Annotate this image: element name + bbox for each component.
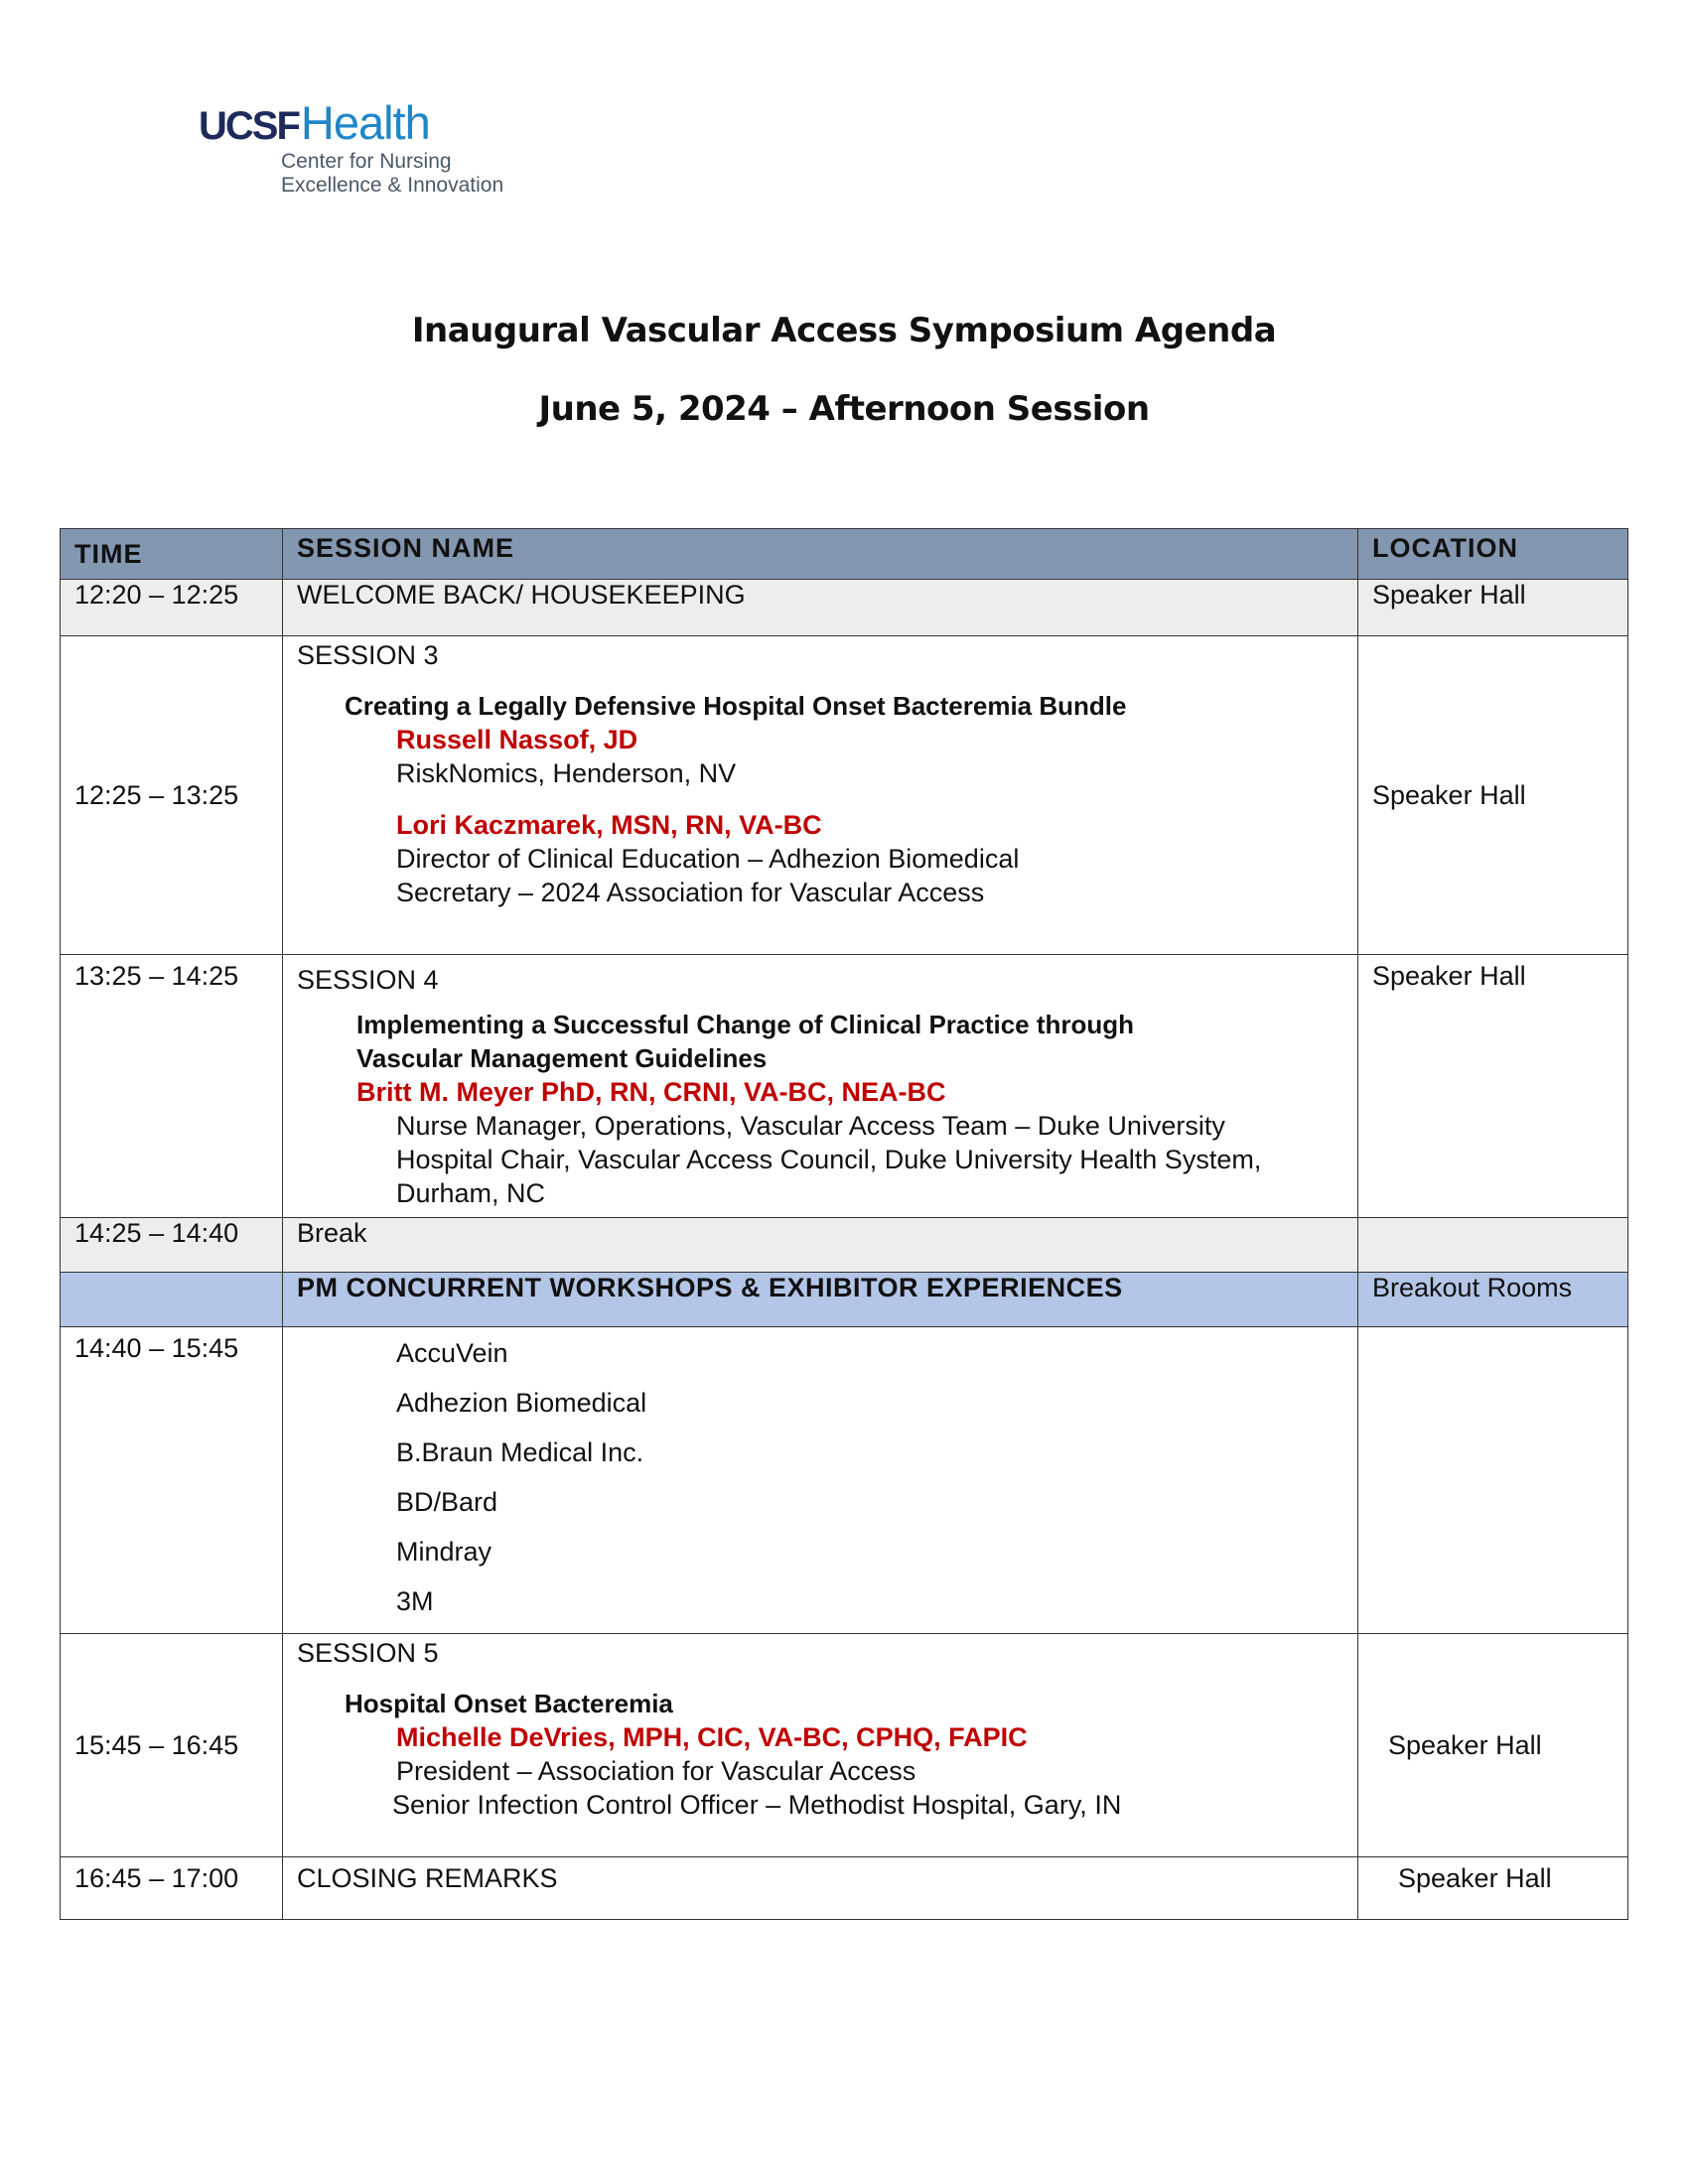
logo-brand-ucsf: UCSF [199,104,299,148]
row-session [283,636,1358,955]
row-time: 14:40 – 15:45 [61,1327,283,1634]
list-item: 3M [396,1586,434,1616]
row-location: Speaker Hall [1358,636,1628,955]
row-location: Speaker Hall [1358,580,1628,636]
table-row [61,1327,1628,1634]
speaker-affiliation: Senior Infection Control Officer – Methodist Hospital, Gary, IN [392,1790,1122,1820]
table-row [61,1634,1628,1857]
speaker-affiliation: Secretary – 2024 Association for Vascular Access [396,878,985,907]
logo-subtitle-line-2: Excellence & Innovation [281,174,504,197]
session-label: SESSION 4 [297,965,439,995]
header-time: TIME [61,529,283,580]
row-time: 12:25 – 13:25 [61,636,283,955]
row-session [283,1634,1358,1857]
session-title: Hospital Onset Bacteremia [345,1689,673,1718]
row-time [61,1273,283,1327]
row-time: 13:25 – 14:25 [61,955,283,1218]
logo-subtitle-line-1: Center for Nursing [281,150,452,173]
speaker-affiliation: Hospital Chair, Vascular Access Council, Duke University Health System, [396,1145,1262,1174]
list-item: B.Braun Medical Inc. [396,1437,644,1467]
page-title: Inaugural Vascular Access Symposium Agenda [411,311,1277,350]
speaker-name: Britt M. Meyer PhD, RN, CRNI, VA-BC, NEA-BC [356,1077,946,1107]
row-session [283,955,1358,1218]
table-row [61,636,1628,955]
speaker-affiliation: President – Association for Vascular Access [396,1756,916,1786]
speaker-affiliation: Director of Clinical Education – Adhezion Biomedical [396,844,1020,874]
speaker-affiliation: RiskNomics, Henderson, NV [396,758,737,788]
row-location: Breakout Rooms [1358,1273,1628,1327]
header-session-name: SESSION NAME [283,529,1358,580]
session-label: SESSION 5 [297,1638,439,1668]
row-session: PM CONCURRENT WORKSHOPS & EXHIBITOR EXPERIENCES [283,1273,1358,1327]
speaker-affiliation: Nurse Manager, Operations, Vascular Access Team – Duke University [396,1111,1225,1141]
agenda-table [60,528,1628,1920]
list-item: Mindray [396,1537,492,1567]
table-row [61,1273,1628,1327]
row-session: CLOSING REMARKS [283,1857,1358,1920]
row-session: WELCOME BACK/ HOUSEKEEPING [283,580,1358,636]
session-title: Creating a Legally Defensive Hospital Onset Bacteremia Bundle [345,691,1127,721]
list-item: BD/Bard [396,1487,498,1517]
row-time: 16:45 – 17:00 [61,1857,283,1920]
row-location [1358,1218,1628,1273]
row-time: 12:20 – 12:25 [61,580,283,636]
exhibitor-list [297,1335,1343,1633]
row-time: 14:25 – 14:40 [61,1218,283,1273]
logo-brand-health: Health [300,96,430,149]
speaker-name: Lori Kaczmarek, MSN, RN, VA-BC [396,810,822,840]
row-location [1358,1327,1628,1634]
table-row [61,955,1628,1218]
session-title: Implementing a Successful Change of Clinical Practice through [356,1010,1135,1039]
ucsf-health-logo [199,95,503,198]
row-location: Speaker Hall [1358,955,1628,1218]
table-row [61,580,1628,636]
table-row [61,1218,1628,1273]
speaker-name: Russell Nassof, JD [396,725,638,754]
row-session [283,1327,1358,1634]
page-subtitle: June 5, 2024 – Afternoon Session [538,389,1150,429]
session-title: Vascular Management Guidelines [356,1043,768,1073]
row-location: Speaker Hall [1358,1634,1628,1857]
list-item: Adhezion Biomedical [396,1388,647,1418]
speaker-name: Michelle DeVries, MPH, CIC, VA-BC, CPHQ, FAPIC [396,1722,1028,1752]
table-row [61,1857,1628,1920]
header-location: LOCATION [1358,529,1628,580]
session-label: SESSION 3 [297,640,439,670]
table-header-row [61,529,1628,580]
speaker-affiliation: Durham, NC [396,1178,546,1208]
row-session: Break [283,1218,1358,1273]
row-time: 15:45 – 16:45 [61,1634,283,1857]
row-location: Speaker Hall [1358,1857,1628,1920]
list-item: AccuVein [396,1338,508,1368]
